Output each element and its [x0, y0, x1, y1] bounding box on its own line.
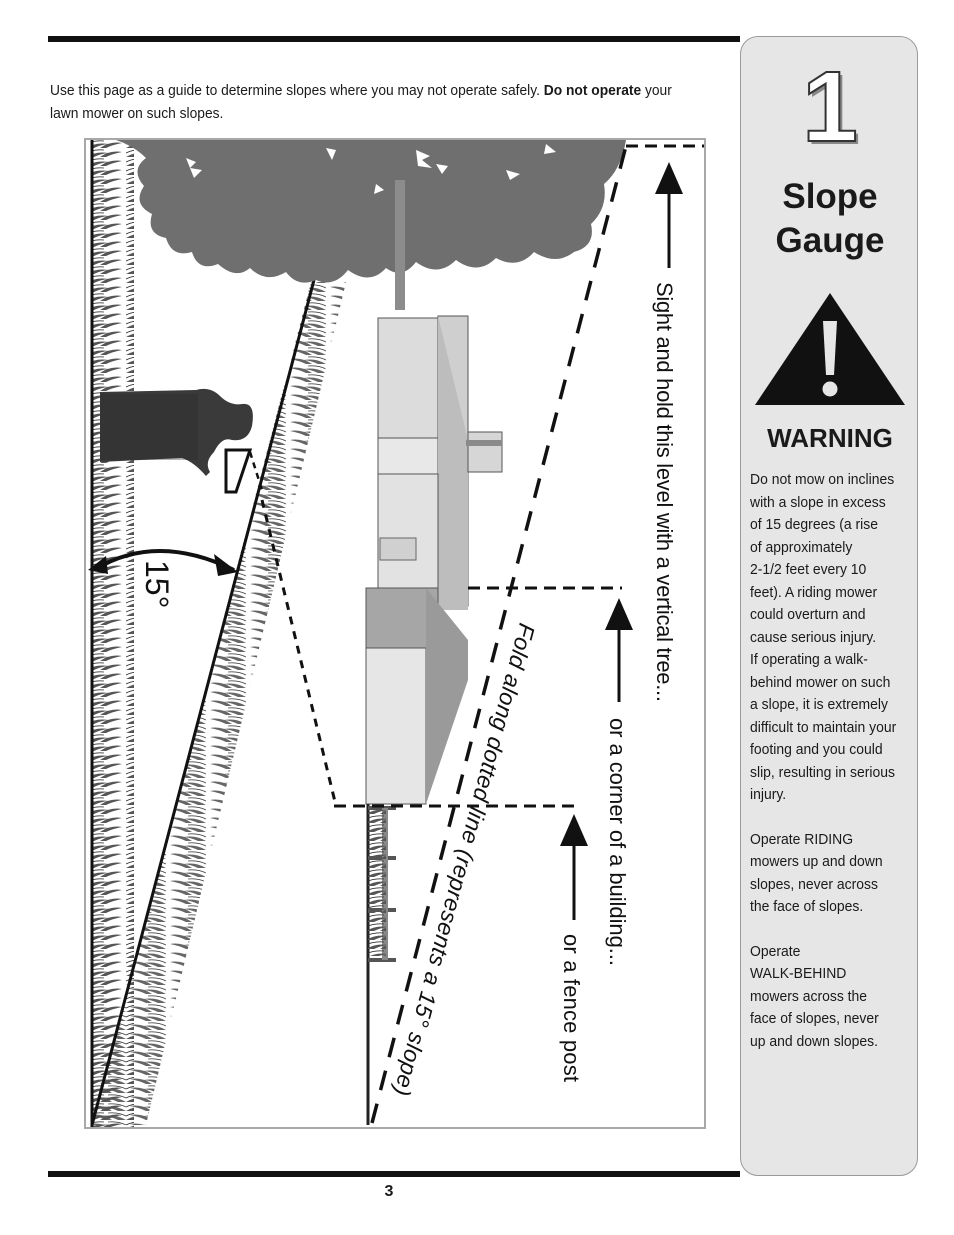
intro-bold: Do not operate [543, 82, 642, 99]
fence-label: or a fence post [559, 934, 584, 1082]
tree-trunk [395, 180, 405, 310]
warning-triangle-icon [753, 291, 907, 409]
building-icon [366, 316, 502, 804]
sight-dashed-line [262, 500, 336, 806]
warning-paragraph: Operate RIDING mowers up and down slopes, never across the face of slopes. [750, 830, 883, 915]
slope-gauge-illustration [86, 140, 706, 1129]
building-label: or a corner of a building... [605, 718, 630, 966]
fence-icon [368, 804, 396, 1125]
building-arrow-icon [605, 598, 633, 702]
slope-gauge-figure [84, 138, 706, 1129]
intro-text [50, 79, 676, 125]
sidebar-title [741, 175, 919, 263]
page-number: 3 [384, 1183, 394, 1200]
warning-label: WARNING [767, 423, 893, 453]
sight-card-icon [226, 450, 250, 492]
bottom-rule [48, 1171, 740, 1177]
intro-text-part: Use this page as a guide to determine slopes where you may not operate safely. [50, 82, 544, 99]
sidebar-title-line1: Slope [782, 177, 878, 216]
warning-paragraph: Operate WALK-BEHIND mowers across the face of slopes, never up and down slopes. [750, 942, 879, 1050]
tree-label: Sight and hold this level with a vertical tree... [652, 282, 677, 702]
tree-arrow-icon [655, 162, 683, 268]
warning-body [750, 469, 904, 1075]
chapter-number: 1 [802, 51, 858, 163]
fold-label: Fold along dotted line (represents a 15° slope) [388, 620, 541, 1099]
intro-text-end: your lawn mower on such slopes. [50, 82, 672, 122]
ground-grass [92, 140, 134, 1129]
top-rule [48, 36, 740, 42]
angle-arrow-right-icon [214, 554, 238, 576]
fence-arrow-icon [560, 814, 588, 920]
warning-paragraph: Do not mow on inclines with a slope in excess of 15 degrees (a rise of approximately 2-1/2 feet every 10 feet). A riding mower could overturn and cause serious injury. If operating a walk- behind mower on such a slope, it is extremely difficult to maintain your footing and you could slip, resulting in serious injury. [750, 471, 897, 803]
angle-label: 15° [139, 560, 175, 609]
sidebar-title-line2: Gauge [775, 221, 885, 260]
sidebar-panel [740, 36, 918, 1176]
sight-line [250, 452, 262, 490]
